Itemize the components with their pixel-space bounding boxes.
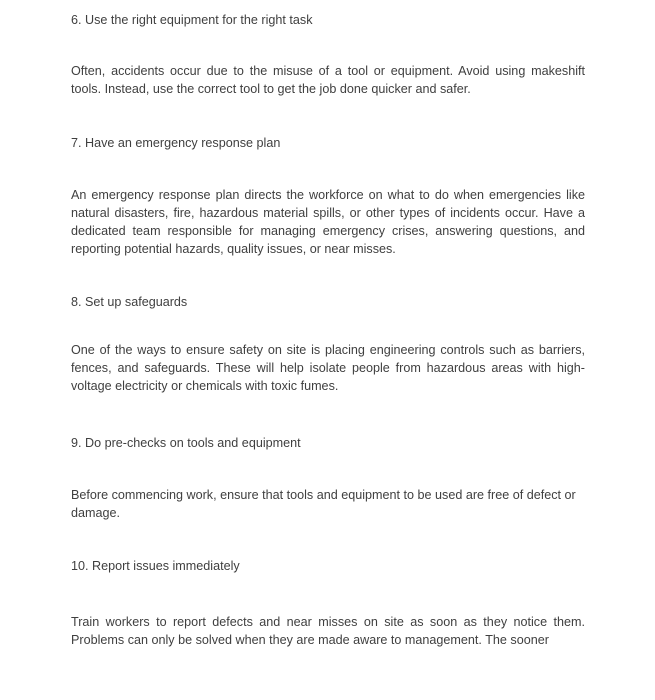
section-paragraph-8: One of the ways to ensure safety on site is placing engineering controls such as barriers, fences, and safeguards. These will help isolate people from hazardous areas with high-voltage electricity or chemicals with toxic fumes. [71,343,585,393]
section-heading-10: 10. Report issues immediately [71,559,240,573]
section-heading-7: 7. Have an emergency response plan [71,136,281,150]
section-paragraph-7: An emergency response plan directs the workforce on what to do when emergencies like natural disasters, fire, hazardous material spills, or other types of incidents occur. Have a dedicated team responsible for managing emergency crises, answering questions, and reporting potential hazards, quality issues, or near misses. [71,188,585,256]
section-heading-9: 9. Do pre-checks on tools and equipment [71,436,301,450]
section-heading-6: 6. Use the right equipment for the right task [71,13,313,27]
section-paragraph-6: Often, accidents occur due to the misuse of a tool or equipment. Avoid using makeshift tools. Instead, use the correct tool to get the job done quicker and safer. [71,64,585,96]
section-paragraph-9: Before commencing work, ensure that tools and equipment to be used are free of defect or damage. [71,488,576,520]
section-heading-8: 8. Set up safeguards [71,295,188,309]
section-paragraph-10: Train workers to report defects and near misses on site as soon as they notice them. Problems can only be solved when they are made aware to management. The sooner [71,615,585,647]
